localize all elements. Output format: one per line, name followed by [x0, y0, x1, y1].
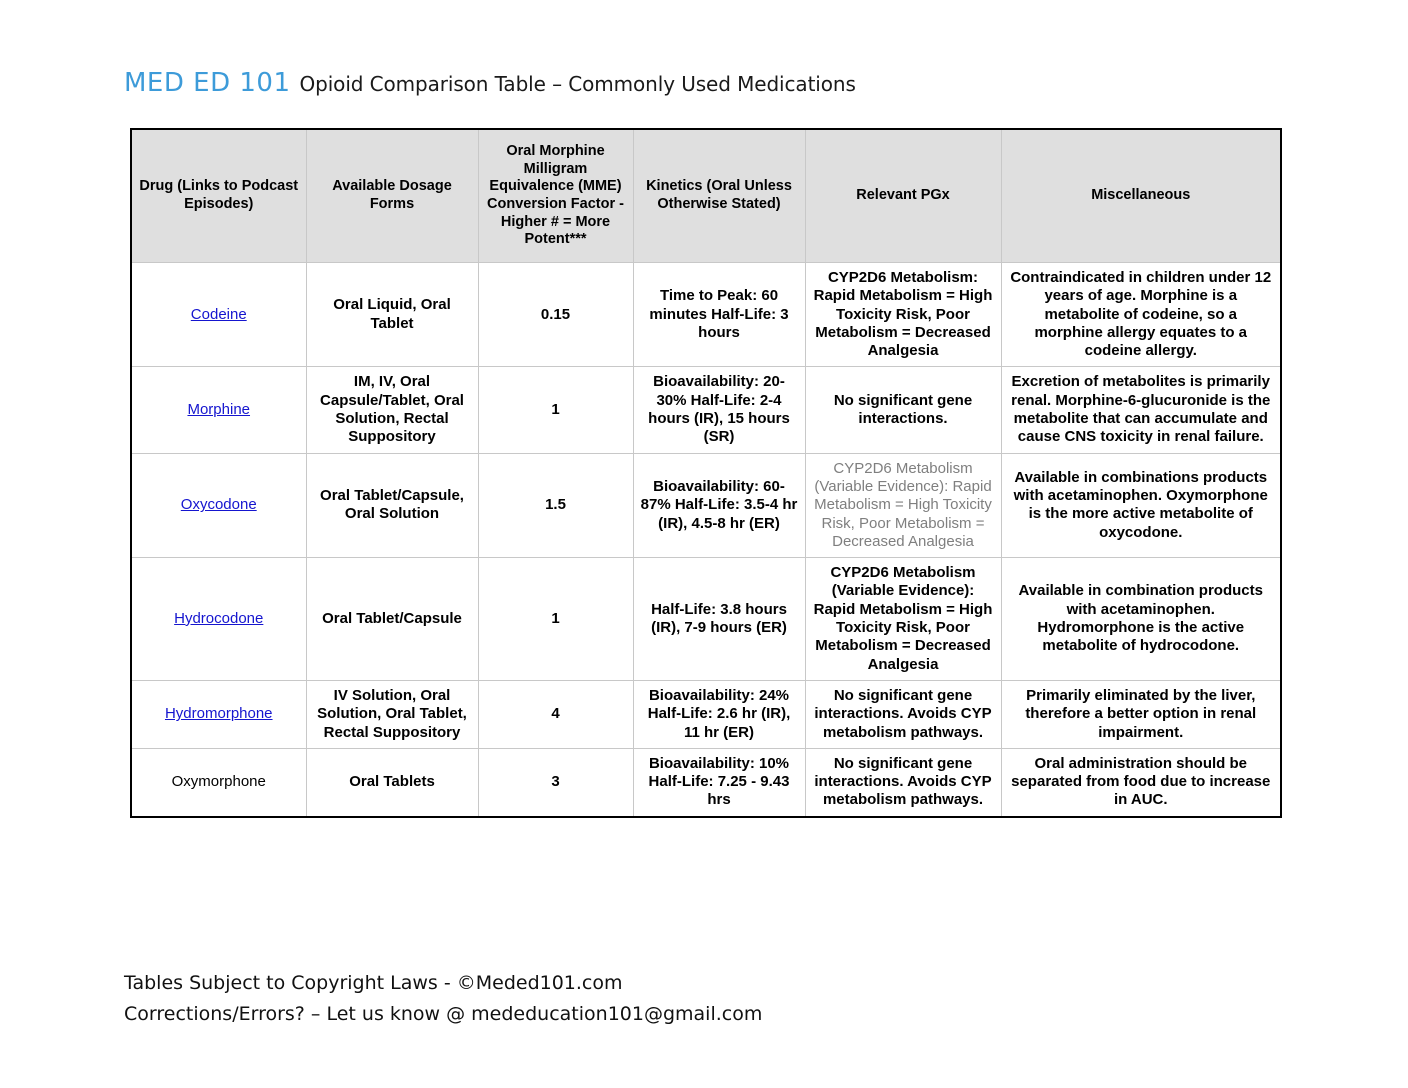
table-header	[131, 129, 1281, 263]
cell-kinetics: Time to Peak: 60 minutes Half-Life: 3 hours	[633, 263, 805, 367]
cell-mme-factor: 0.15	[478, 263, 633, 367]
drug-link[interactable]: Hydromorphone	[164, 705, 273, 723]
table-row	[131, 680, 1281, 748]
cell-dosage-forms: Oral Tablets	[306, 748, 478, 816]
cell-drug	[131, 558, 306, 681]
page-title-text: Opioid Comparison Table – Commonly Used Medications	[299, 72, 856, 96]
cell-pgx: No significant gene interactions.	[805, 367, 1001, 453]
opioid-comparison-table	[130, 128, 1282, 818]
column-header-drug: Drug (Links to Podcast Episodes)	[131, 129, 306, 263]
cell-miscellaneous: Excretion of metabolites is primarily renal. Morphine-6-glucuronide is the metabolite that can accumulate and cause CNS toxicity in renal failure.	[1001, 367, 1281, 453]
drug-link[interactable]: Oxycodone	[180, 496, 257, 514]
column-header-pgx: Relevant PGx	[805, 129, 1001, 263]
cell-kinetics: Bioavailability: 24% Half-Life: 2.6 hr (IR), 11 hr (ER)	[633, 680, 805, 748]
table-row	[131, 367, 1281, 453]
cell-mme-factor: 3	[478, 748, 633, 816]
cell-drug	[131, 680, 306, 748]
cell-miscellaneous: Contraindicated in children under 12 years of age. Morphine is a metabolite of codeine, so a morphine allergy equates to a codeine allergy.	[1001, 263, 1281, 367]
cell-pgx: No significant gene interactions. Avoids CYP metabolism pathways.	[805, 680, 1001, 748]
column-header-mme: Oral Morphine Milligram Equivalence (MME) Conversion Factor - Higher # = More Potent***	[478, 129, 633, 263]
table-row	[131, 558, 1281, 681]
footer-contact-line: Corrections/Errors? – Let us know @ mededucation101@gmail.com	[124, 1002, 763, 1025]
cell-drug	[131, 367, 306, 453]
cell-drug	[131, 453, 306, 557]
drug-link[interactable]: Hydrocodone	[174, 609, 264, 627]
page-title	[124, 68, 856, 98]
table-row	[131, 263, 1281, 367]
cell-dosage-forms: Oral Liquid, Oral Tablet	[306, 263, 478, 367]
cell-mme-factor: 4	[478, 680, 633, 748]
cell-dosage-forms: IV Solution, Oral Solution, Oral Tablet, Rectal Suppository	[306, 680, 478, 748]
cell-kinetics: Bioavailability: 60-87% Half-Life: 3.5-4 hr (IR), 4.5-8 hr (ER)	[633, 453, 805, 557]
cell-mme-factor: 1	[478, 367, 633, 453]
cell-pgx: CYP2D6 Metabolism (Variable Evidence): Rapid Metabolism = High Toxicity Risk, Poor Metabolism = Decreased Analgesia	[805, 453, 1001, 557]
drug-name: Oxymorphone	[171, 773, 266, 791]
cell-dosage-forms: Oral Tablet/Capsule, Oral Solution	[306, 453, 478, 557]
table-row	[131, 748, 1281, 816]
cell-kinetics: Bioavailability: 10% Half-Life: 7.25 - 9.43 hrs	[633, 748, 805, 816]
footer	[124, 968, 762, 1030]
column-header-forms: Available Dosage Forms	[306, 129, 478, 263]
column-header-misc: Miscellaneous	[1001, 129, 1281, 263]
drug-link[interactable]: Codeine	[190, 305, 247, 323]
cell-miscellaneous: Available in combinations products with acetaminophen. Oxymorphone is the more active metabolite of oxycodone.	[1001, 453, 1281, 557]
cell-miscellaneous: Primarily eliminated by the liver, therefore a better option in renal impairment.	[1001, 680, 1281, 748]
cell-pgx: No significant gene interactions. Avoids CYP metabolism pathways.	[805, 748, 1001, 816]
cell-drug	[131, 263, 306, 367]
cell-dosage-forms: Oral Tablet/Capsule	[306, 558, 478, 681]
cell-mme-factor: 1.5	[478, 453, 633, 557]
table-row	[131, 453, 1281, 557]
cell-mme-factor: 1	[478, 558, 633, 681]
footer-copyright-line: Tables Subject to Copyright Laws - ©Meded101.com	[124, 972, 623, 994]
cell-pgx: CYP2D6 Metabolism (Variable Evidence): Rapid Metabolism = High Toxicity Risk, Poor Metabolism = Decreased Analgesia	[805, 558, 1001, 681]
opioid-comparison-table-wrapper	[130, 128, 1280, 818]
cell-kinetics: Half-Life: 3.8 hours (IR), 7-9 hours (ER)	[633, 558, 805, 681]
column-header-kinetics: Kinetics (Oral Unless Otherwise Stated)	[633, 129, 805, 263]
table-body	[131, 263, 1281, 817]
cell-drug	[131, 748, 306, 816]
cell-dosage-forms: IM, IV, Oral Capsule/Tablet, Oral Solution, Rectal Suppository	[306, 367, 478, 453]
drug-link[interactable]: Morphine	[187, 400, 251, 418]
cell-miscellaneous: Available in combination products with acetaminophen. Hydromorphone is the active metabolite of hydrocodone.	[1001, 558, 1281, 681]
brand-logo-text: MED ED 101	[124, 68, 291, 98]
table-header-row	[131, 129, 1281, 263]
cell-kinetics: Bioavailability: 20-30% Half-Life: 2-4 hours (IR), 15 hours (SR)	[633, 367, 805, 453]
cell-pgx: CYP2D6 Metabolism: Rapid Metabolism = High Toxicity Risk, Poor Metabolism = Decreased Analgesia	[805, 263, 1001, 367]
cell-miscellaneous: Oral administration should be separated from food due to increase in AUC.	[1001, 748, 1281, 816]
